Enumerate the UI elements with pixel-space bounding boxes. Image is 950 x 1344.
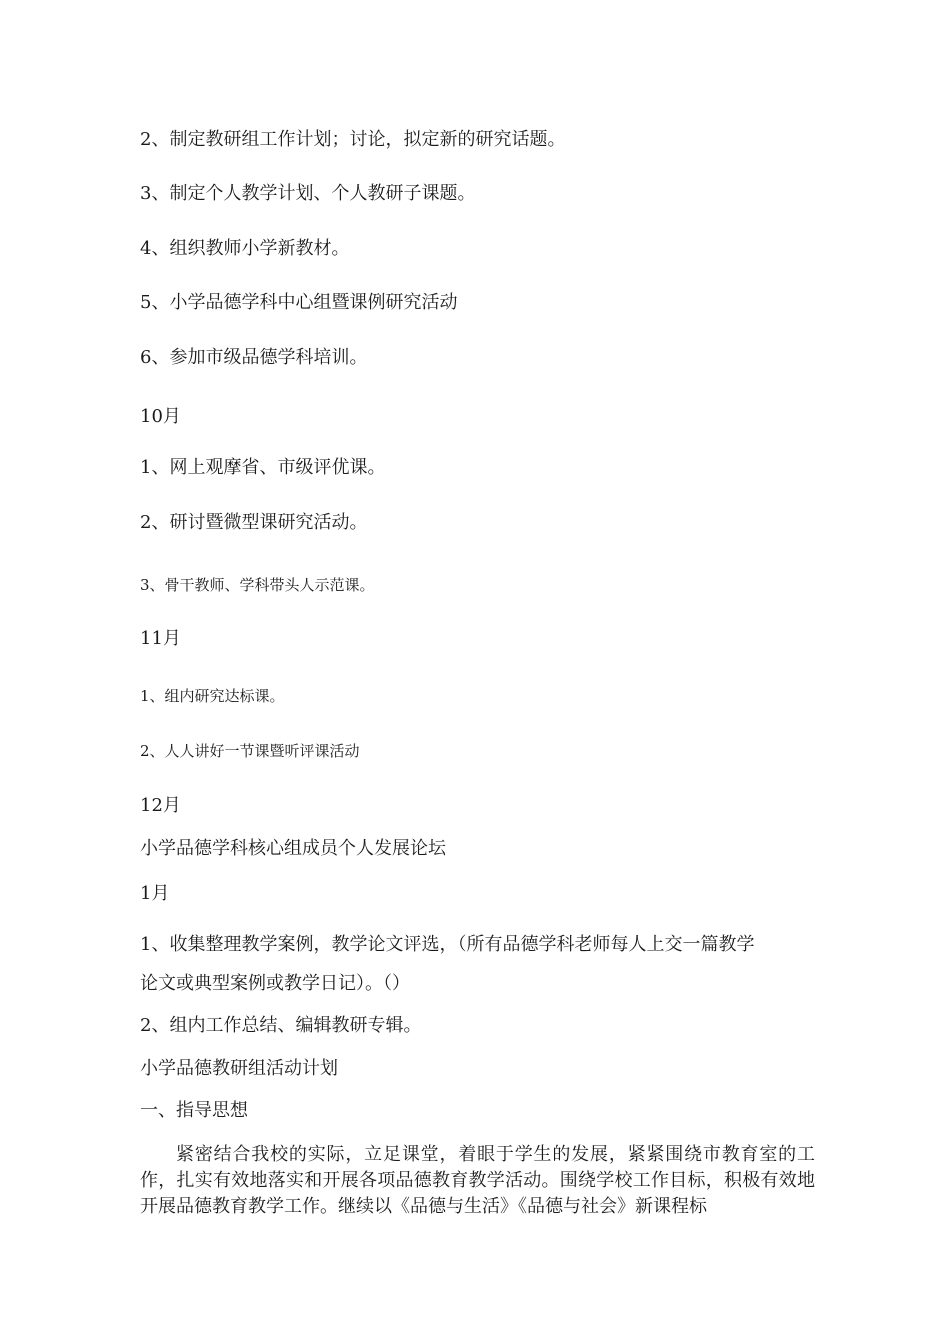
month-heading-october: 10月 — [140, 406, 181, 427]
january-item-2: 2、组内工作总结、编辑教研专辑。 — [140, 1015, 422, 1036]
january-item-1: 1、收集整理教学案例，教学论文评选，（所有品德学科老师每人上交一篇教学 — [140, 934, 755, 955]
october-item-1: 1、网上观摩省、市级评优课。 — [140, 457, 386, 478]
november-item-2: 2、人人讲好一节课暨听评课活动 — [140, 742, 360, 760]
month-heading-january: 1月 — [140, 883, 170, 904]
month-heading-december: 12月 — [140, 795, 181, 816]
month-heading-november: 11月 — [140, 628, 181, 649]
october-item-3: 3、骨干教师、学科带头人示范课。 — [140, 576, 375, 594]
december-item: 小学品德学科核心组成员个人发展论坛 — [140, 838, 446, 859]
plan-item-6: 6、参加市级品德学科培训。 — [140, 347, 368, 368]
plan-item-2: 2、制定教研组工作计划；讨论，拟定新的研究话题。 — [140, 129, 566, 150]
section-heading-guiding-thought: 一、指导思想 — [140, 1100, 248, 1121]
january-item-1-continued: 论文或典型案例或教学日记）。（） — [140, 973, 410, 994]
plan-item-3: 3、制定个人教学计划、个人教研子课题。 — [140, 183, 476, 204]
section-title: 小学品德教研组活动计划 — [140, 1058, 338, 1079]
plan-item-4: 4、组织教师小学新教材。 — [140, 238, 350, 259]
guiding-thought-paragraph: 紧密结合我校的实际，立足课堂，着眼于学生的发展，紧紧围绕市教育室的工作，扎实有效地落实和开展各项品德教育教学活动。围绕学校工作目标，积极有效地开展品德教育教学工作。继续以《品德与生活》《品德与社会》新课程标 — [140, 1144, 815, 1217]
plan-item-5: 5、小学品德学科中心组暨课例研究活动 — [140, 292, 458, 313]
october-item-2: 2、研讨暨微型课研究活动。 — [140, 512, 368, 533]
november-item-1: 1、组内研究达标课。 — [140, 687, 285, 705]
